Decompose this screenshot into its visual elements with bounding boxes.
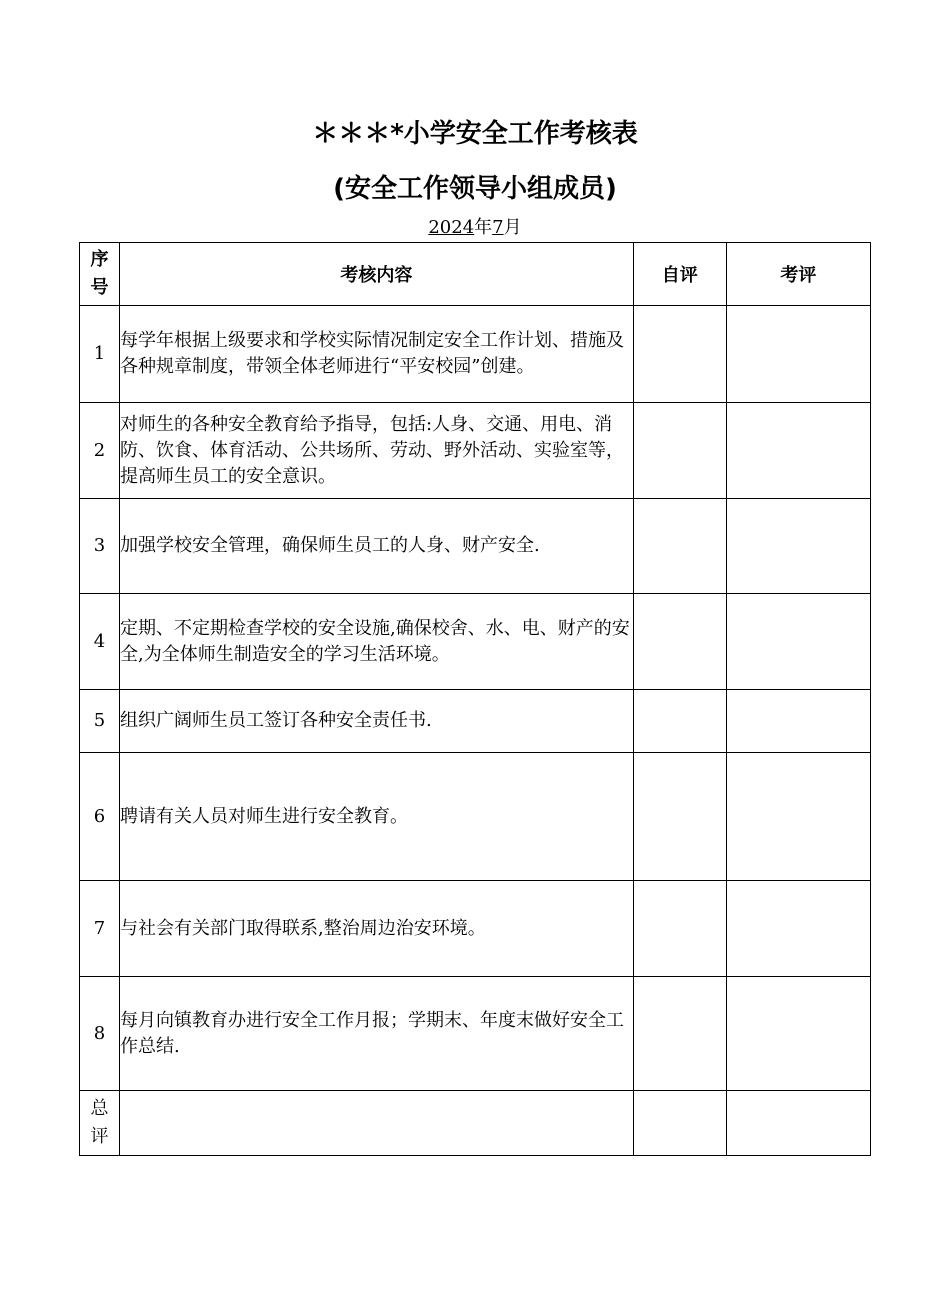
assessment-table <box>79 242 871 1156</box>
table-row <box>80 881 871 977</box>
row-index: 5 <box>80 690 120 753</box>
date-month: 7 <box>492 217 504 238</box>
row-review-cell[interactable] <box>726 690 870 753</box>
row-content: 聘请有关人员对师生进行安全教育。 <box>120 753 634 881</box>
table-row <box>80 403 871 499</box>
header-self-eval: 自评 <box>633 243 726 306</box>
row-content: 对师生的各种安全教育给予指导，包括:人身、交通、用电、消防、饮食、体育活动、公共场所、劳动、野外活动、实验室等，提高师生员工的安全意识。 <box>120 403 634 499</box>
date-year: 2024 <box>428 217 475 238</box>
row-content: 每学年根据上级要求和学校实际情况制定安全工作计划、措施及各种规章制度，带领全体老师进行“平安校园”创建。 <box>120 306 634 403</box>
row-review-cell[interactable] <box>726 753 870 881</box>
row-self-eval-cell[interactable] <box>633 403 726 499</box>
page-title: ＊＊＊*小学安全工作考核表 <box>312 119 638 149</box>
row-content: 每月向镇教育办进行安全工作月报；学期末、年度末做好安全工作总结. <box>120 977 634 1091</box>
summary-label <box>80 1091 120 1156</box>
row-index: 7 <box>80 881 120 977</box>
table-row <box>80 977 871 1091</box>
page-subtitle: (安全工作领导小组成员) <box>333 174 617 204</box>
row-self-eval-cell[interactable] <box>633 306 726 403</box>
row-self-eval-cell[interactable] <box>633 594 726 690</box>
row-self-eval-cell[interactable] <box>633 690 726 753</box>
date-line <box>0 216 950 240</box>
row-self-eval-cell[interactable] <box>633 881 726 977</box>
header-index-line1: 序 <box>90 249 109 270</box>
header-index <box>80 243 120 306</box>
row-self-eval-cell[interactable] <box>633 499 726 594</box>
header-review: 考评 <box>726 243 870 306</box>
table-row <box>80 753 871 881</box>
header-content: 考核内容 <box>120 243 634 306</box>
row-index: 1 <box>80 306 120 403</box>
row-review-cell[interactable] <box>726 594 870 690</box>
summary-review-cell[interactable] <box>726 1091 870 1156</box>
row-review-cell[interactable] <box>726 977 870 1091</box>
row-index: 2 <box>80 403 120 499</box>
row-content: 定期、不定期检查学校的安全设施,确保校舍、水、电、财产的安全,为全体师生制造安全的学习生活环境。 <box>120 594 634 690</box>
row-self-eval-cell[interactable] <box>633 977 726 1091</box>
table-row <box>80 690 871 753</box>
header-index-line2: 号 <box>90 277 109 298</box>
row-index: 3 <box>80 499 120 594</box>
summary-self-eval-cell[interactable] <box>633 1091 726 1156</box>
row-content: 与社会有关部门取得联系,整治周边治安环境。 <box>120 881 634 977</box>
date-year-suffix: 年 <box>474 217 493 238</box>
summary-content-cell[interactable] <box>120 1091 634 1156</box>
table-row <box>80 499 871 594</box>
row-review-cell[interactable] <box>726 499 870 594</box>
row-index: 4 <box>80 594 120 690</box>
row-content: 组织广阔师生员工签订各种安全责任书. <box>120 690 634 753</box>
table-header-row <box>80 243 871 306</box>
row-review-cell[interactable] <box>726 881 870 977</box>
summary-label-line1: 总 <box>90 1098 109 1119</box>
row-index: 8 <box>80 977 120 1091</box>
row-review-cell[interactable] <box>726 306 870 403</box>
row-review-cell[interactable] <box>726 403 870 499</box>
table-row <box>80 306 871 403</box>
summary-label-line2: 评 <box>90 1126 109 1147</box>
table-row <box>80 594 871 690</box>
row-index: 6 <box>80 753 120 881</box>
date-month-suffix: 月 <box>503 217 522 238</box>
row-self-eval-cell[interactable] <box>633 753 726 881</box>
summary-row <box>80 1091 871 1156</box>
row-content: 加强学校安全管理，确保师生员工的人身、财产安全. <box>120 499 634 594</box>
